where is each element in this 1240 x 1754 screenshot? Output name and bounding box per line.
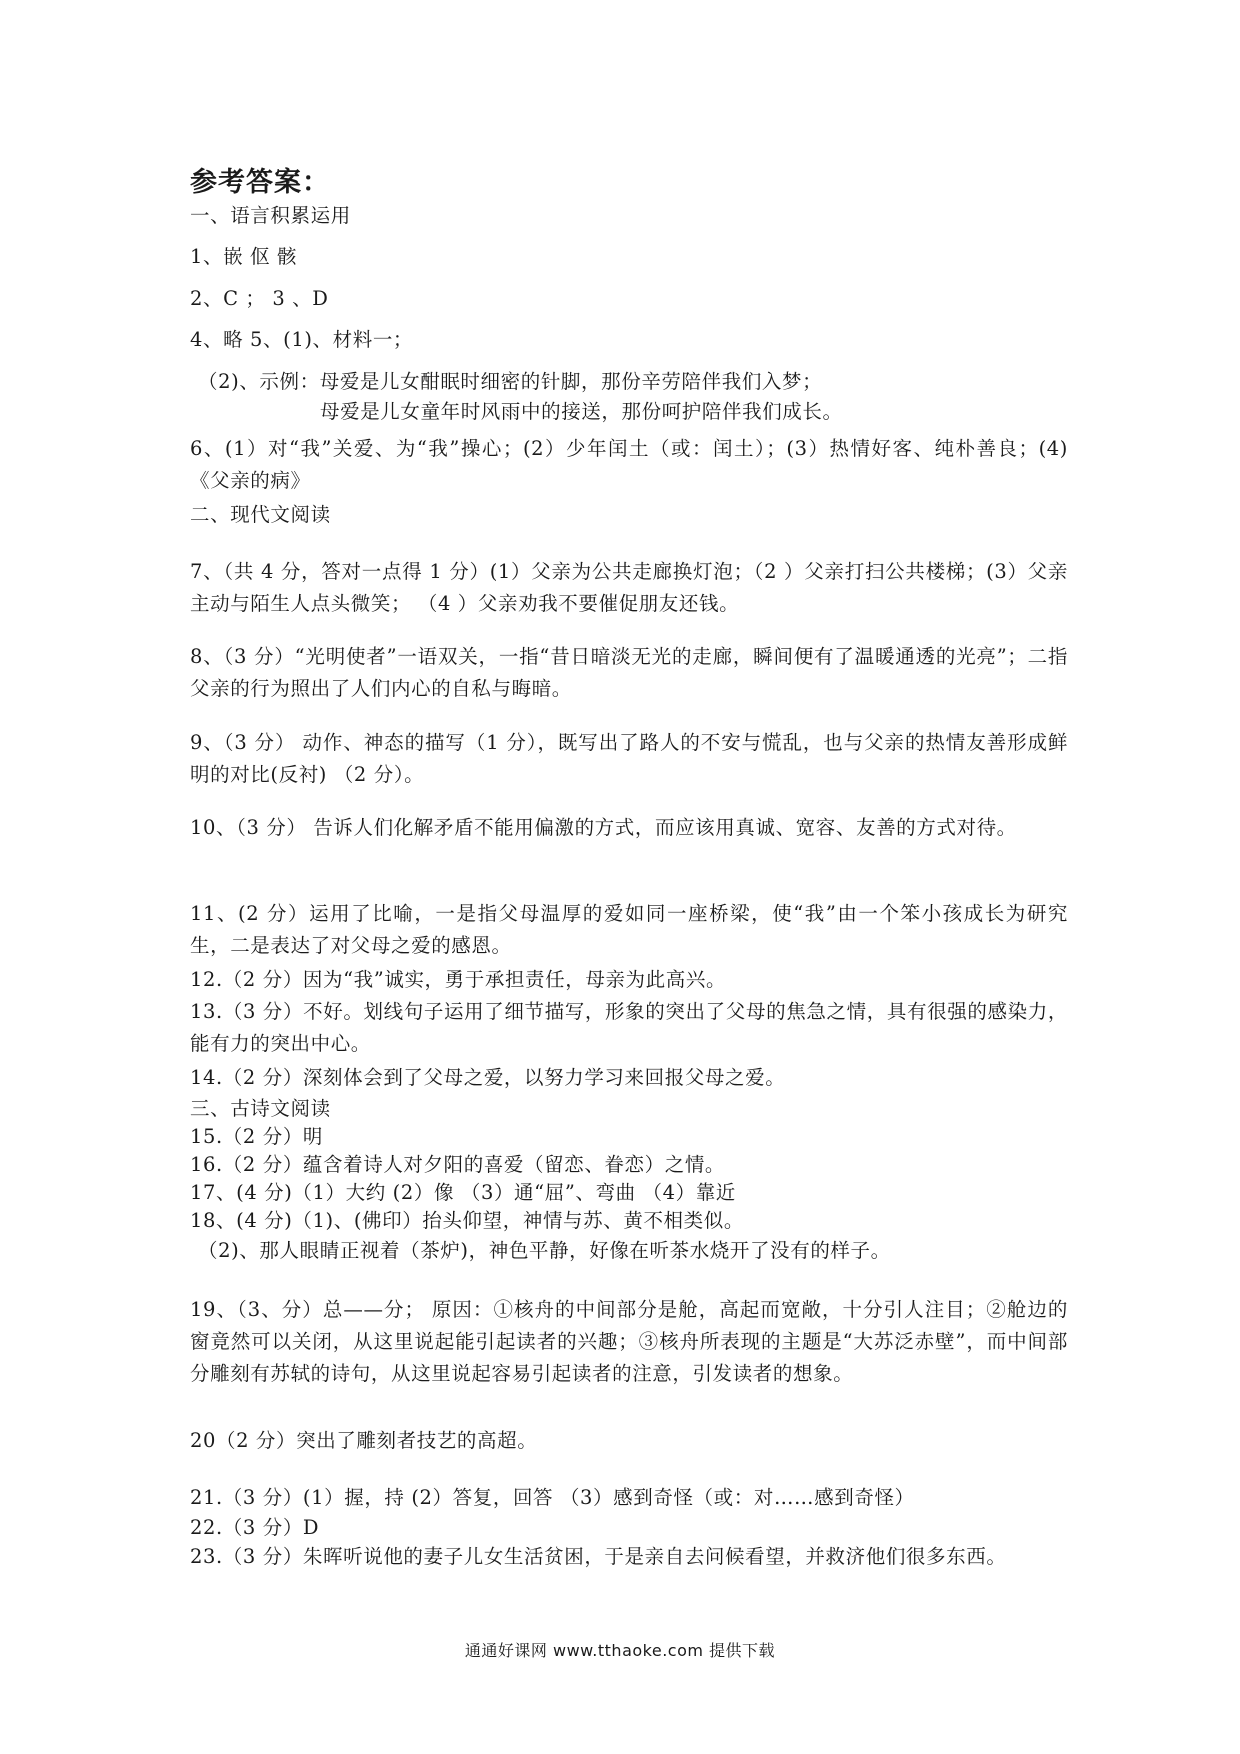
answer-line-17: 17、(4 分)（1）大约 (2）像 （3）通“屈”、弯曲 （4）靠近 — [190, 1181, 736, 1204]
section-heading-1: 一、语言积累运用 — [190, 204, 351, 227]
answer-line-11: 11、(2 分）运用了比喻，一是指父母温厚的爱如同一座桥梁，使“我”由一个笨小孩成长为研究生，二是表达了对父母之爱的感恩。 — [190, 902, 1068, 957]
answer-line-18-2: （2)、那人眼睛正视着（茶炉)，神色平静，好像在听茶水烧开了没有的样子。 — [198, 1239, 891, 1262]
answer-line-10: 10、（3 分） 告诉人们化解矛盾不能用偏激的方式，而应该用真诚、宽容、友善的方式对待。 — [190, 816, 1017, 839]
answer-line-7: 7、（共 4 分，答对一点得 1 分）(1）父亲为公共走廊换灯泡；（2 ）父亲打扫公共楼梯；(3）父亲主动与陌生人点头微笑； （4 ）父亲劝我不要催促朋友还钱。 — [190, 560, 1068, 615]
answer-line-5-example: （2)、示例：母爱是儿女酣眠时细密的针脚，那份辛劳陪伴我们入梦； — [198, 370, 823, 393]
answer-line-21: 21.（3 分）(1）握，持 (2）答复，回答 （3）感到奇怪（或：对……感到奇怪） — [190, 1486, 915, 1509]
answer-line-14: 14.（2 分）深刻体会到了父母之爱，以努力学习来回报父母之爱。 — [190, 1066, 786, 1089]
answer-line-12: 12.（2 分）因为“我”诚实，勇于承担责任，母亲为此高兴。 — [190, 968, 727, 991]
answer-line-16: 16.（2 分）蕴含着诗人对夕阳的喜爱（留恋、眷恋）之情。 — [190, 1153, 726, 1176]
answer-document — [190, 0, 1070, 1754]
answer-line-19: 19、（3、分）总——分； 原因：①核舟的中间部分是舱，高起而宽敞，十分引人注目；②舱边的窗竟然可以关闭，从这里说起能引起读者的兴趣；③核舟所表现的主题是“大苏泛赤壁”，而中间部分雕刻有苏轼的诗句，从这里说起容易引起读者的注意，引发读者的想象。 — [190, 1298, 1068, 1385]
answer-line-6: 6、(1）对“我”关爱、为“我”操心；(2）少年闰土（或：闰土）；(3）热情好客、纯朴善良；(4)《父亲的病》 — [190, 437, 1068, 492]
answer-line-8: 8、（3 分）“光明使者”一语双关，一指“昔日暗淡无光的走廊，瞬间便有了温暖通透的光亮”；二指父亲的行为照出了人们内心的自私与晦暗。 — [190, 645, 1068, 700]
page-title: 参考答案： — [190, 167, 330, 198]
answer-line-1: 1、嵌 伛 骸 — [190, 245, 298, 268]
section-heading-3: 三、古诗文阅读 — [190, 1097, 331, 1120]
answer-line-2-3: 2、C ； 3 、D — [190, 287, 329, 310]
answer-line-4-5: 4、略 5、(1)、材料一； — [190, 328, 414, 351]
page-footer: 通通好课网 www.tthaoke.com 提供下载 — [464, 1641, 776, 1660]
section-heading-2: 二、现代文阅读 — [190, 503, 331, 526]
answer-line-18: 18、(4 分)（1)、(佛印）抬头仰望，神情与苏、黄不相类似。 — [190, 1209, 744, 1232]
answer-line-13: 13.（3 分）不好。划线句子运用了细节描写，形象的突出了父母的焦急之情，具有很强的感染力，能有力的突出中心。 — [190, 1000, 1068, 1055]
answer-line-22: 22.（3 分）D — [190, 1516, 320, 1539]
answer-line-9: 9、（3 分） 动作、神态的描写（1 分），既写出了路人的不安与慌乱，也与父亲的热情友善形成鲜明的对比(反衬) （2 分）。 — [190, 731, 1068, 786]
answer-line-23: 23.（3 分）朱晖听说他的妻子儿女生活贫困，于是亲自去问候看望，并救济他们很多东西。 — [190, 1545, 1007, 1568]
answer-line-20: 20（2 分）突出了雕刻者技艺的高超。 — [190, 1429, 538, 1452]
answer-line-15: 15.（2 分）明 — [190, 1125, 324, 1148]
answer-line-5-example-2: 母爱是儿女童年时风雨中的接送，那份呵护陪伴我们成长。 — [320, 400, 843, 423]
